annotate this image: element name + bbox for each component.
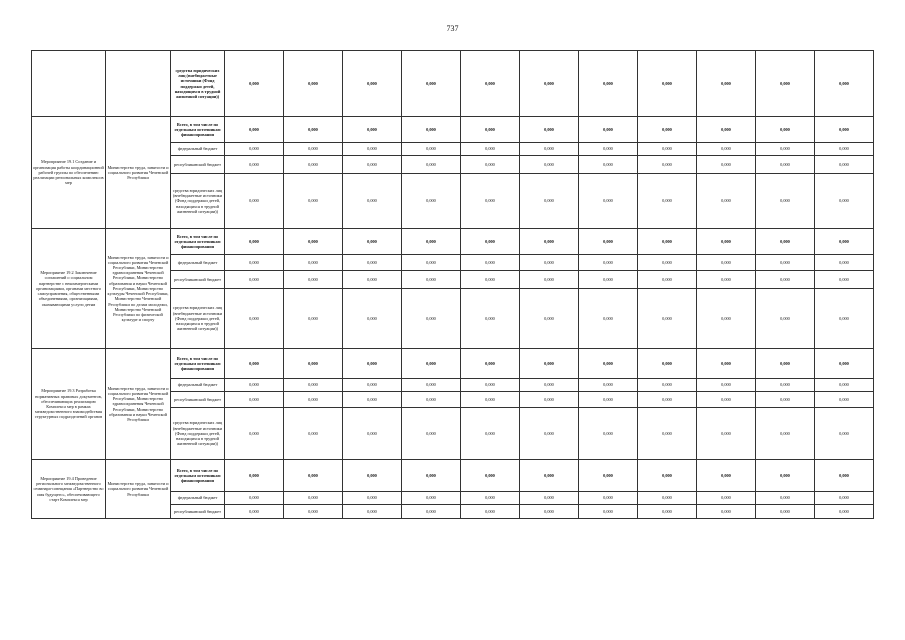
value-cell: 0,000 [697, 505, 756, 519]
value-cell: 0,000 [402, 174, 461, 229]
table-row [32, 51, 874, 117]
value-cell: 0,000 [815, 156, 874, 174]
value-cell: 0,000 [638, 460, 697, 492]
value-cell: 0,000 [461, 289, 520, 349]
source-cell: средства юридических лиц (внебюджетные источники (Фонд поддержки детей, находящихся в трудной жизненной ситуации)) [171, 51, 225, 117]
value-cell: 0,000 [638, 255, 697, 271]
value-cell: 0,000 [579, 289, 638, 349]
value-cell: 0,000 [815, 392, 874, 408]
value-cell: 0,000 [402, 229, 461, 255]
value-cell: 0,000 [461, 379, 520, 392]
value-cell: 0,000 [284, 379, 343, 392]
value-cell: 0,000 [461, 174, 520, 229]
value-cell: 0,000 [697, 289, 756, 349]
value-cell: 0,000 [579, 379, 638, 392]
value-cell: 0,000 [343, 289, 402, 349]
value-cell: 0,000 [461, 255, 520, 271]
value-cell: 0,000 [638, 289, 697, 349]
event-cell-continued [32, 51, 106, 117]
value-cell: 0,000 [225, 51, 284, 117]
value-cell: 0,000 [225, 460, 284, 492]
value-cell: 0,000 [697, 229, 756, 255]
value-cell: 0,000 [461, 492, 520, 505]
source-cell: федеральный бюджет [171, 492, 225, 505]
value-cell: 0,000 [815, 349, 874, 379]
value-cell: 0,000 [756, 392, 815, 408]
table-row [32, 229, 874, 255]
value-cell: 0,000 [638, 408, 697, 460]
value-cell: 0,000 [638, 117, 697, 143]
budget-table [31, 50, 874, 519]
source-cell: средства юридических лиц (внебюджетные источники (Фонд поддержки детей, находящихся в трудной жизненной ситуации)) [171, 408, 225, 460]
value-cell: 0,000 [815, 460, 874, 492]
value-cell: 0,000 [638, 349, 697, 379]
value-cell: 0,000 [343, 349, 402, 379]
value-cell: 0,000 [638, 392, 697, 408]
value-cell: 0,000 [343, 51, 402, 117]
value-cell: 0,000 [284, 229, 343, 255]
value-cell: 0,000 [815, 174, 874, 229]
value-cell: 0,000 [756, 143, 815, 156]
executor-cell-continued [106, 51, 171, 117]
value-cell: 0,000 [225, 271, 284, 289]
page-number: 737 [446, 24, 459, 33]
value-cell: 0,000 [697, 255, 756, 271]
value-cell: 0,000 [520, 379, 579, 392]
value-cell: 0,000 [520, 408, 579, 460]
value-cell: 0,000 [815, 143, 874, 156]
value-cell: 0,000 [343, 408, 402, 460]
value-cell: 0,000 [697, 349, 756, 379]
value-cell: 0,000 [461, 505, 520, 519]
source-cell: республиканский бюджет [171, 392, 225, 408]
value-cell: 0,000 [697, 156, 756, 174]
value-cell: 0,000 [520, 143, 579, 156]
value-cell: 0,000 [815, 505, 874, 519]
value-cell: 0,000 [402, 156, 461, 174]
value-cell: 0,000 [520, 505, 579, 519]
value-cell: 0,000 [579, 51, 638, 117]
value-cell: 0,000 [638, 379, 697, 392]
value-cell: 0,000 [343, 143, 402, 156]
source-cell: Всего, в том числе по отдельным источникам финансирования [171, 349, 225, 379]
value-cell: 0,000 [520, 229, 579, 255]
value-cell: 0,000 [284, 143, 343, 156]
value-cell: 0,000 [815, 492, 874, 505]
value-cell: 0,000 [579, 492, 638, 505]
value-cell: 0,000 [225, 255, 284, 271]
value-cell: 0,000 [756, 408, 815, 460]
value-cell: 0,000 [579, 271, 638, 289]
value-cell: 0,000 [461, 408, 520, 460]
value-cell: 0,000 [402, 460, 461, 492]
value-cell: 0,000 [756, 156, 815, 174]
source-cell: республиканский бюджет [171, 271, 225, 289]
source-cell: Всего, в том числе по отдельным источникам финансирования [171, 460, 225, 492]
value-cell: 0,000 [284, 349, 343, 379]
value-cell: 0,000 [284, 174, 343, 229]
value-cell: 0,000 [402, 492, 461, 505]
value-cell: 0,000 [697, 408, 756, 460]
executor-cell: Министерство труда, занятости и социального развития Чеченской Республики [106, 117, 171, 229]
value-cell: 0,000 [520, 492, 579, 505]
value-cell: 0,000 [343, 156, 402, 174]
value-cell: 0,000 [579, 505, 638, 519]
value-cell: 0,000 [225, 392, 284, 408]
value-cell: 0,000 [225, 379, 284, 392]
value-cell: 0,000 [343, 229, 402, 255]
value-cell: 0,000 [756, 117, 815, 143]
value-cell: 0,000 [815, 117, 874, 143]
value-cell: 0,000 [402, 349, 461, 379]
value-cell: 0,000 [520, 156, 579, 174]
value-cell: 0,000 [284, 492, 343, 505]
value-cell: 0,000 [461, 349, 520, 379]
value-cell: 0,000 [461, 460, 520, 492]
value-cell: 0,000 [579, 174, 638, 229]
value-cell: 0,000 [815, 289, 874, 349]
value-cell: 0,000 [638, 492, 697, 505]
value-cell: 0,000 [756, 229, 815, 255]
value-cell: 0,000 [284, 255, 343, 271]
executor-cell: Министерство труда, занятости и социального развития Чеченской Республики [106, 460, 171, 519]
value-cell: 0,000 [579, 156, 638, 174]
value-cell: 0,000 [402, 51, 461, 117]
value-cell: 0,000 [343, 174, 402, 229]
value-cell: 0,000 [402, 255, 461, 271]
value-cell: 0,000 [815, 408, 874, 460]
value-cell: 0,000 [520, 460, 579, 492]
value-cell: 0,000 [343, 255, 402, 271]
value-cell: 0,000 [579, 460, 638, 492]
value-cell: 0,000 [343, 460, 402, 492]
value-cell: 0,000 [461, 117, 520, 143]
value-cell: 0,000 [756, 289, 815, 349]
value-cell: 0,000 [815, 379, 874, 392]
value-cell: 0,000 [815, 255, 874, 271]
value-cell: 0,000 [402, 408, 461, 460]
value-cell: 0,000 [284, 271, 343, 289]
event-name-cell: Мероприятие 19.3 Разработка нормативных правовых документов, обеспечивающих реализацию Комплекса мер в рамках межведомственного взаимодействия структурных подразделений органов [32, 349, 106, 460]
value-cell: 0,000 [284, 156, 343, 174]
value-cell: 0,000 [579, 392, 638, 408]
value-cell: 0,000 [461, 51, 520, 117]
source-cell: федеральный бюджет [171, 143, 225, 156]
value-cell: 0,000 [579, 229, 638, 255]
table-row [32, 349, 874, 379]
value-cell: 0,000 [520, 117, 579, 143]
value-cell: 0,000 [402, 289, 461, 349]
value-cell: 0,000 [638, 229, 697, 255]
value-cell: 0,000 [756, 174, 815, 229]
source-cell: средства юридических лиц (внебюджетные источники (Фонд поддержки детей, находящихся в трудной жизненной ситуации)) [171, 289, 225, 349]
executor-cell: Министерство труда, занятости и социального развития Чеченской Республики, Министерство здравоохранения Чеченской Республики, Министерство образования и науки Чеченской Республики [106, 349, 171, 460]
value-cell: 0,000 [225, 505, 284, 519]
value-cell: 0,000 [579, 117, 638, 143]
value-cell: 0,000 [815, 229, 874, 255]
value-cell: 0,000 [756, 255, 815, 271]
value-cell: 0,000 [638, 51, 697, 117]
value-cell: 0,000 [638, 174, 697, 229]
source-cell: республиканский бюджет [171, 156, 225, 174]
value-cell: 0,000 [461, 143, 520, 156]
value-cell: 0,000 [697, 271, 756, 289]
value-cell: 0,000 [638, 156, 697, 174]
value-cell: 0,000 [402, 505, 461, 519]
value-cell: 0,000 [697, 174, 756, 229]
event-name-cell: Мероприятие 19.1 Создание и организация работы координационной рабочей группы по обеспечению реализации региональных комплексов мер [32, 117, 106, 229]
value-cell: 0,000 [343, 505, 402, 519]
value-cell: 0,000 [343, 392, 402, 408]
value-cell: 0,000 [225, 492, 284, 505]
event-name-cell: Мероприятие 19.2 Заключение соглашений о социальном партнерстве с некоммерческими организациями, органами местного самоуправления, общественными объединениями, организациями, оказывающими услуги детям [32, 229, 106, 349]
source-cell: федеральный бюджет [171, 255, 225, 271]
value-cell: 0,000 [402, 271, 461, 289]
source-cell: Всего, в том числе по отдельным источникам финансирования [171, 229, 225, 255]
value-cell: 0,000 [579, 143, 638, 156]
value-cell: 0,000 [225, 156, 284, 174]
value-cell: 0,000 [343, 492, 402, 505]
value-cell: 0,000 [284, 51, 343, 117]
value-cell: 0,000 [461, 392, 520, 408]
value-cell: 0,000 [520, 349, 579, 379]
value-cell: 0,000 [697, 392, 756, 408]
value-cell: 0,000 [697, 460, 756, 492]
value-cell: 0,000 [579, 408, 638, 460]
value-cell: 0,000 [402, 379, 461, 392]
event-name-cell: Мероприятие 19.4 Проведение регионального межведомственного семинара-совещания «Партнерство во имя будущего», обеспечивающего старт Комплекса мер [32, 460, 106, 519]
value-cell: 0,000 [225, 174, 284, 229]
value-cell: 0,000 [225, 143, 284, 156]
value-cell: 0,000 [461, 271, 520, 289]
value-cell: 0,000 [756, 505, 815, 519]
value-cell: 0,000 [343, 117, 402, 143]
value-cell: 0,000 [520, 255, 579, 271]
value-cell: 0,000 [343, 271, 402, 289]
value-cell: 0,000 [756, 349, 815, 379]
value-cell: 0,000 [520, 271, 579, 289]
value-cell: 0,000 [756, 460, 815, 492]
value-cell: 0,000 [225, 117, 284, 143]
value-cell: 0,000 [284, 117, 343, 143]
value-cell: 0,000 [402, 143, 461, 156]
value-cell: 0,000 [697, 143, 756, 156]
value-cell: 0,000 [402, 392, 461, 408]
value-cell: 0,000 [756, 379, 815, 392]
value-cell: 0,000 [638, 143, 697, 156]
value-cell: 0,000 [225, 229, 284, 255]
value-cell: 0,000 [461, 229, 520, 255]
source-cell: средства юридических лиц (внебюджетные источники (Фонд поддержки детей, находящихся в трудной жизненной ситуации)) [171, 174, 225, 229]
value-cell: 0,000 [520, 392, 579, 408]
value-cell: 0,000 [402, 117, 461, 143]
value-cell: 0,000 [697, 117, 756, 143]
source-cell: республиканский бюджет [171, 505, 225, 519]
value-cell: 0,000 [756, 271, 815, 289]
value-cell: 0,000 [284, 408, 343, 460]
table-row [32, 117, 874, 143]
value-cell: 0,000 [520, 289, 579, 349]
source-cell: Всего, в том числе по отдельным источникам финансирования [171, 117, 225, 143]
value-cell: 0,000 [225, 289, 284, 349]
value-cell: 0,000 [756, 492, 815, 505]
value-cell: 0,000 [284, 505, 343, 519]
value-cell: 0,000 [638, 271, 697, 289]
value-cell: 0,000 [756, 51, 815, 117]
value-cell: 0,000 [520, 174, 579, 229]
value-cell: 0,000 [579, 255, 638, 271]
value-cell: 0,000 [697, 492, 756, 505]
value-cell: 0,000 [284, 460, 343, 492]
value-cell: 0,000 [815, 51, 874, 117]
executor-cell: Министерство труда, занятости и социального развития Чеченской Республики, Министерство здравоохранения Чеченской Республики, Министерство образования и науки Чеченской Республики, Министерство культуры Чеченской Республики, Министерство Чеченской Республики по делам молодежи, Министерство Чеченской Республики по физической культуре и спорту [106, 229, 171, 349]
value-cell: 0,000 [815, 271, 874, 289]
value-cell: 0,000 [697, 379, 756, 392]
value-cell: 0,000 [697, 51, 756, 117]
value-cell: 0,000 [520, 51, 579, 117]
source-cell: федеральный бюджет [171, 379, 225, 392]
value-cell: 0,000 [225, 408, 284, 460]
value-cell: 0,000 [284, 392, 343, 408]
table-row [32, 460, 874, 492]
value-cell: 0,000 [579, 349, 638, 379]
value-cell: 0,000 [225, 349, 284, 379]
value-cell: 0,000 [343, 379, 402, 392]
value-cell: 0,000 [284, 289, 343, 349]
value-cell: 0,000 [638, 505, 697, 519]
value-cell: 0,000 [461, 156, 520, 174]
